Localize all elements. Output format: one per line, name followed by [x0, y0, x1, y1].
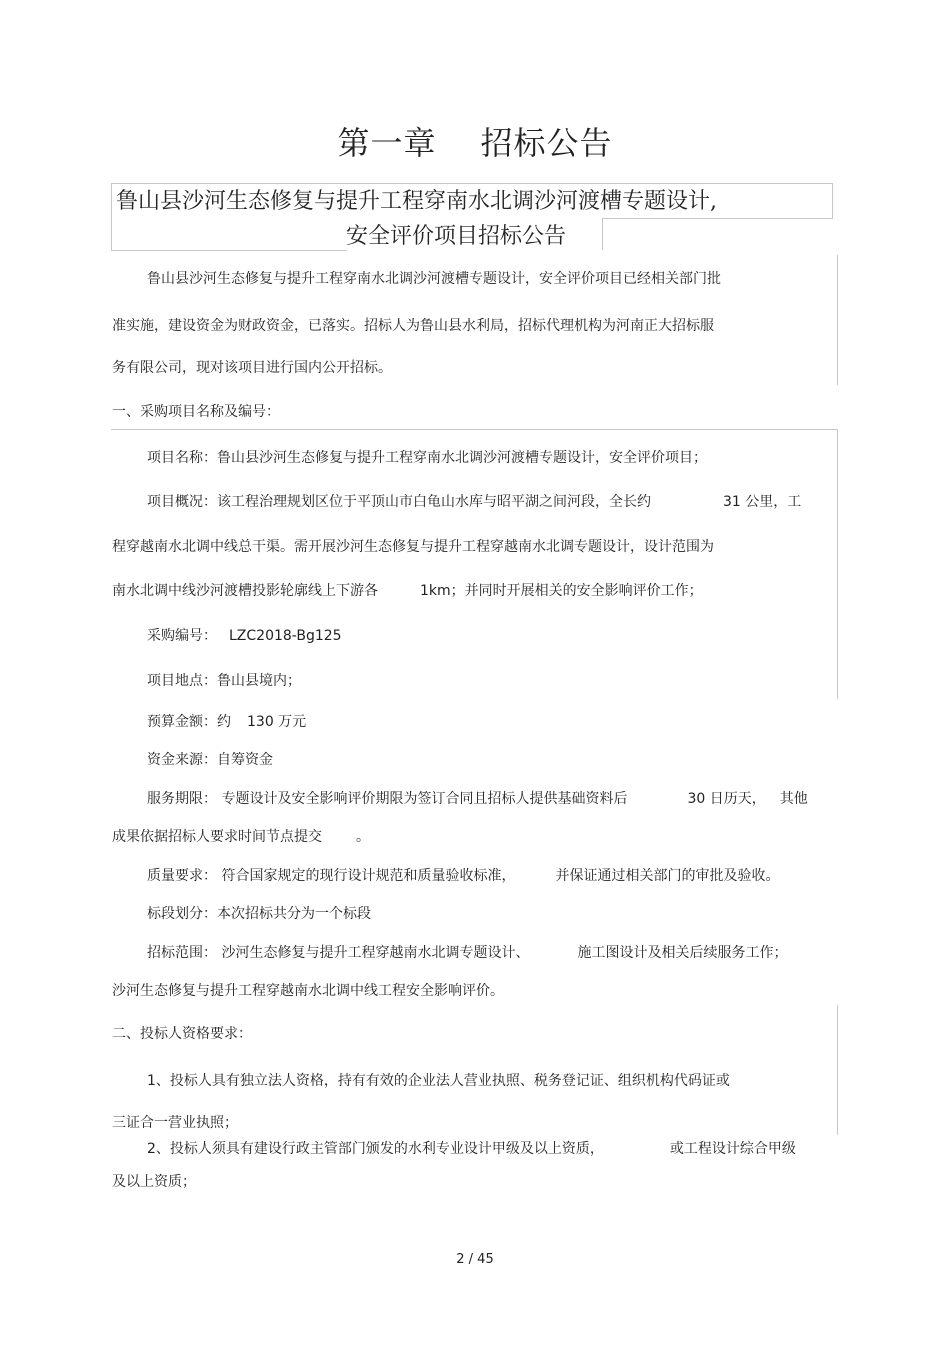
procurement-code [147, 629, 342, 643]
project-overview-line2: 程穿越南水北调中线总干渠。需开展沙河生态修复与提升工程穿越南水北调专题设计，设计范围为 [112, 539, 714, 555]
page-number: 2 / 45 [456, 1252, 494, 1267]
tender-scope-text: 招标范围： 沙河生态修复与提升工程穿越南水北调专题设计、 [147, 945, 530, 961]
qualification-2-line2: 及以上资质； [112, 1174, 196, 1190]
quality-requirement [147, 869, 779, 883]
title-border-left [111, 183, 112, 250]
funding-source: 资金来源：自筹资金 [147, 752, 273, 768]
service-period-end: 。 [356, 829, 370, 845]
project-name: 项目名称：鲁山县沙河生态修复与提升工程穿南水北调沙河渡槽专题设计，安全评价项目； [147, 450, 707, 466]
intro-line3: 务有限公司，现对该项目进行国内公开招标。 [112, 360, 392, 376]
overview-text: 项目概况：该工程治理规划区位于平顶山市白龟山水库与昭平湖之间河段，全长约 [147, 494, 651, 510]
qualification-2-alt: 或工程设计综合甲级 [669, 1141, 796, 1157]
intro-line2: 准实施，建设资金为财政资金，已落实。招标人为鲁山县水利局，招标代理机构为河南正大招标服 [112, 318, 714, 334]
right-margin-line-1 [837, 255, 838, 385]
section1-heading: 一、采购项目名称及编号： [112, 404, 280, 420]
service-period-days: 30 日历天， [687, 791, 766, 807]
document-title-line1: 鲁山县沙河生态修复与提升工程穿南水北调沙河渡槽专题设计, [116, 189, 717, 214]
tender-scope-services: 施工图设计及相关后续服务工作； [577, 945, 788, 961]
title-border-bottom-left [111, 250, 347, 251]
qualification-1-line1: 1、投标人具有独立法人资格，持有有效的企业法人营业执照、税务登记证、组织机构代码证或 [147, 1073, 730, 1089]
right-margin-line-3 [837, 1005, 838, 1135]
lot-division: 标段划分：本次招标共分为一个标段 [147, 906, 371, 922]
chapter-number: 第一章 [337, 124, 437, 162]
chapter-title [0, 118, 950, 164]
title-border-mid [602, 218, 833, 219]
quality-approval: 并保证通过相关部门的审批及验收。 [555, 868, 780, 884]
intro-line1: 鲁山县沙河生态修复与提升工程穿南水北调沙河渡槽专题设计，安全评价项目已经相关部门批 [147, 271, 721, 287]
qualification-1-line2: 三证合一营业执照； [112, 1115, 238, 1131]
budget-value: 130 万元 [247, 714, 307, 730]
title-border-right [832, 183, 833, 218]
title-border-mid-vert [602, 218, 603, 250]
service-period-deliverable: 成果依据招标人要求时间节点提交 [112, 829, 322, 845]
project-location: 项目地点：鲁山县境内； [147, 673, 301, 689]
qualification-2-text: 2、投标人须具有建设行政主管部门颁发的水利专业设计甲级及以上资质， [147, 1141, 604, 1157]
section2-heading: 二、投标人资格要求： [112, 1026, 252, 1042]
service-period-text: 服务期限： 专题设计及安全影响评价期限为签订合同且招标人提供基础资料后 [147, 791, 628, 807]
tender-scope-line2: 沙河生态修复与提升工程穿越南水北调中线工程安全影响评价。 [112, 983, 504, 999]
overview-range-value: 1km；并同时开展相关的安全影响评价工作； [420, 583, 703, 599]
procurement-code-value: LZC2018-Bg125 [229, 628, 342, 644]
project-overview-line1 [147, 495, 801, 509]
budget-amount [147, 715, 306, 729]
service-period-line1 [147, 792, 808, 806]
right-margin-line-2 [837, 429, 838, 699]
budget-label: 预算金额：约 [147, 714, 231, 730]
overview-length: 31 公里，工 [723, 494, 802, 510]
qualification-2-line1 [147, 1142, 796, 1156]
section1-border-top [111, 429, 838, 430]
procurement-code-label: 采购编号： [147, 628, 217, 644]
quality-text: 质量要求： 符合国家规定的现行设计规范和质量验收标准， [147, 868, 516, 884]
service-period-line2 [112, 830, 370, 844]
service-period-other: 其他 [779, 791, 808, 807]
document-title-line2: 安全评价项目招标公告 [346, 224, 567, 249]
overview-range-text: 南水北调中线沙河渡槽投影轮廓线上下游各 [112, 583, 378, 599]
project-overview-line3 [112, 584, 703, 598]
tender-scope-line1 [147, 946, 787, 960]
chapter-name: 招标公告 [480, 124, 613, 162]
